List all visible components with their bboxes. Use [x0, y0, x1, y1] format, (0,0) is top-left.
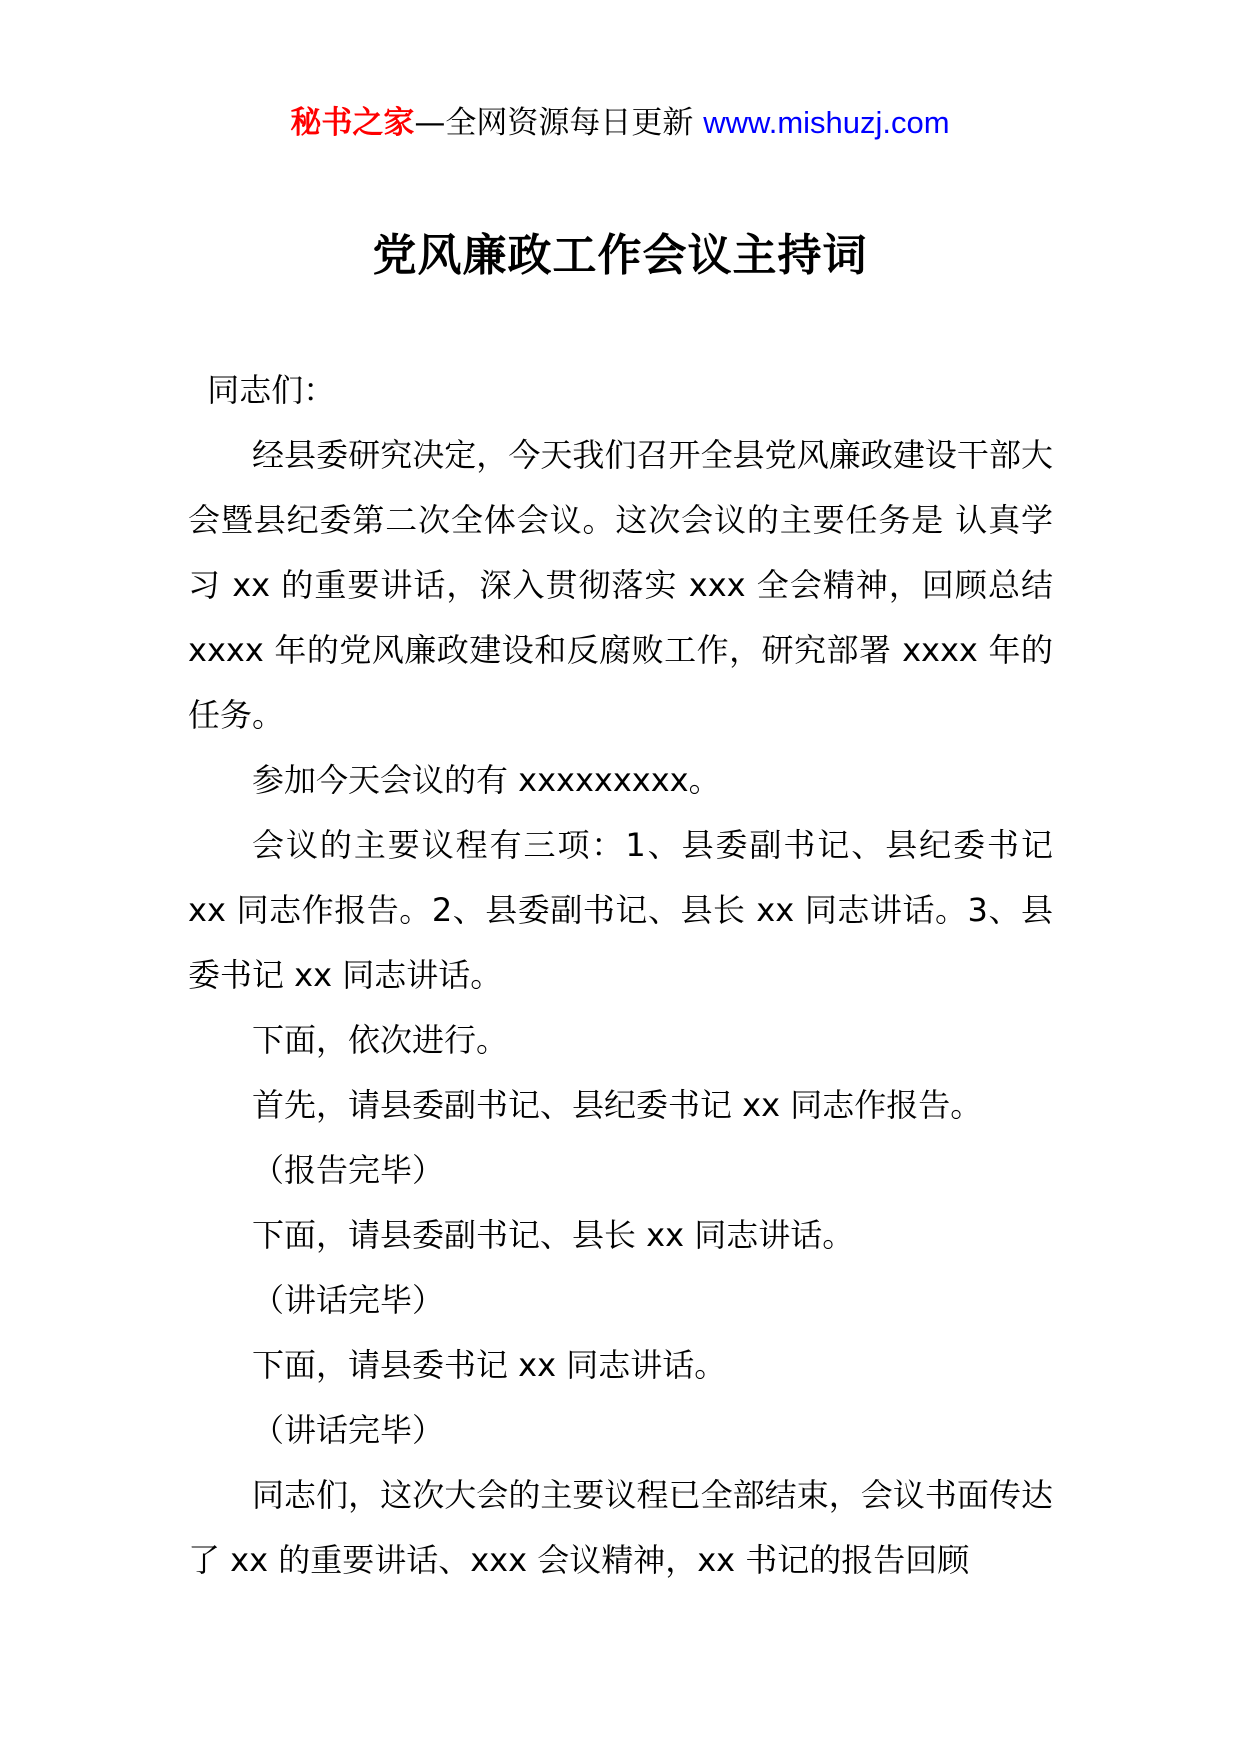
site-url-link[interactable]: www.mishuzj.com	[703, 105, 950, 140]
body-paragraph: 首先，请县委副书记、县纪委书记 xx 同志作报告。	[252, 1086, 983, 1124]
site-tagline: —全网资源每日更新	[414, 105, 694, 141]
body-paragraph: 参加今天会议的有 xxxxxxxxx。	[252, 761, 721, 799]
body-paragraph: 下面，依次进行。	[252, 1021, 509, 1059]
body-paragraph: （讲话完毕）	[252, 1411, 445, 1449]
body-paragraph: （报告完毕）	[252, 1151, 445, 1189]
body-paragraph: 下面，请县委副书记、县长 xx 同志讲话。	[252, 1216, 855, 1254]
greeting-paragraph: 同志们：	[207, 371, 336, 409]
body-paragraph: 同志们，这次大会的主要议程已全部结束，会议书面传达了 xx 的重要讲话、xxx 会议精神，xx 书记的报告回顾	[188, 1476, 1053, 1579]
body-paragraph: 下面，请县委书记 xx 同志讲话。	[252, 1346, 727, 1384]
document-title: 党风廉政工作会议主持词	[372, 230, 868, 281]
document-body	[188, 358, 1053, 1593]
site-header	[0, 100, 1240, 146]
body-paragraph: 经县委研究决定，今天我们召开全县党风廉政建设干部大会暨县纪委第二次全体会议。这次会议的主要任务是 认真学习 xx 的重要讲话，深入贯彻落实 xxx 全会精神，回顾总结 xxxx 年的党风廉政建设和反腐败工作，研究部署 xxxx 年的任务。	[188, 436, 1053, 734]
body-paragraph: 会议的主要议程有三项：1、县委副书记、县纪委书记 xx 同志作报告。2、县委副书记、县长 xx 同志讲话。3、县委书记 xx 同志讲话。	[188, 826, 1053, 994]
site-brand: 秘书之家	[290, 105, 415, 141]
body-paragraph: （讲话完毕）	[252, 1281, 445, 1319]
